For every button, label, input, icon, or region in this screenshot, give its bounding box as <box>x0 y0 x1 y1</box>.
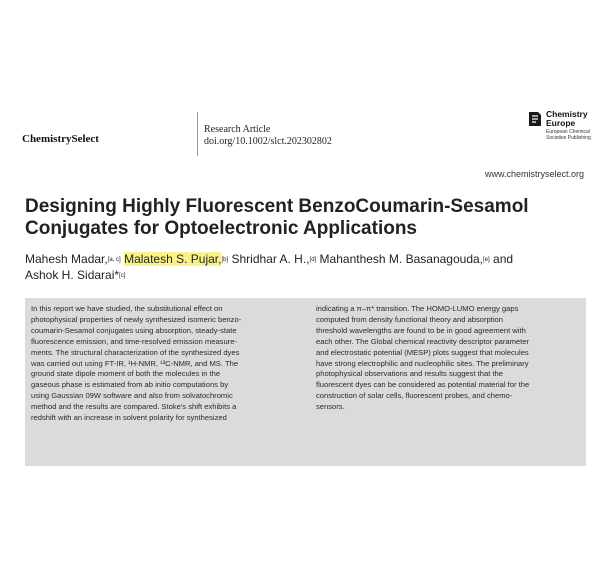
journal-name: ChemistrySelect <box>22 133 99 145</box>
abstract-right-column <box>316 304 580 413</box>
author-name-highlighted[interactable]: Malatesh S. Pujar, <box>124 252 222 266</box>
abstract-line: fluorescence emission, and time-resolved emission measure- <box>31 336 237 346</box>
author-list <box>25 251 585 283</box>
abstract-line: have strong electrophilic and nucleophilic sites. The preliminary <box>316 358 529 368</box>
abstract-line: construction of solar cells, fluorescent probes, and chemo- <box>316 391 513 401</box>
author-affiliation: [c] <box>119 273 126 279</box>
author-name[interactable]: Mahanthesh M. Basanagouda, <box>319 252 483 266</box>
abstract-line: sensors. <box>316 402 345 412</box>
article-type: Research Article <box>204 124 271 135</box>
logo-name-line2: Europe <box>546 118 576 128</box>
header-divider <box>197 112 198 156</box>
abstract-line: redshift with an increase in solvent polarity for synthesized <box>31 413 227 423</box>
title-line-2: Conjugates for Optoelectronic Applications <box>25 218 417 239</box>
author-affiliation: [b] <box>221 257 229 263</box>
abstract-line: was carried out using FT-IR, ¹H-NMR, ¹³C-NMR, and MS. The <box>31 358 239 368</box>
abstract-line: ments. The structural characterization of the synthesized dyes <box>31 347 240 357</box>
abstract-line: indicating a π–π* transition. The HOMO-LUMO energy gaps <box>316 304 519 313</box>
logo-name-line1: Chemistry <box>546 109 588 119</box>
abstract-line: method and the results are compared. Stoke's shift exhibits a <box>31 402 237 412</box>
author-affiliation: [e] <box>483 257 490 263</box>
article-title <box>25 196 585 240</box>
author-affiliation: [d] <box>309 257 317 263</box>
abstract-line: each other. The Global chemical reactivity descriptor parameter <box>316 336 530 346</box>
abstract-line: In this report we have studied, the substitutional effect on <box>31 304 223 313</box>
publisher-logo <box>528 110 591 141</box>
author-name[interactable]: Mahesh Madar, <box>25 252 108 266</box>
authors-conjunction: and <box>493 252 514 266</box>
logo-sub-line2: Societies Publishing <box>546 135 591 141</box>
title-line-1: Designing Highly Fluorescent BenzoCoumarin-Sesamol <box>25 196 529 217</box>
abstract-line: photophysical observations and results suggest that the <box>316 369 504 379</box>
author-affiliation: [a, c] <box>107 257 121 263</box>
abstract-box <box>25 298 586 466</box>
abstract-line: gaseous phase is estimated from ab initio computations by <box>31 380 229 390</box>
abstract-line: fluorescent dyes can be considered as potential material for the <box>316 380 530 390</box>
abstract-line: ground state dipole moment of both the molecules in the <box>31 369 221 379</box>
abstract-line: coumarin-Sesamol conjugates using absorption, steady-state <box>31 325 237 335</box>
author-name[interactable]: Ashok H. Sidarai* <box>25 268 120 282</box>
logo-sub-line1: European Chemical <box>546 129 590 135</box>
abstract-line: threshold wavelengths are found to be in good agreement with <box>316 325 526 335</box>
abstract-line: photophysical properties of newly synthesized isomeric benzo- <box>31 314 242 324</box>
abstract-left-column <box>31 304 302 424</box>
chemistry-europe-logo-icon <box>528 111 542 127</box>
doi-link[interactable]: doi.org/10.1002/slct.202302802 <box>204 136 332 147</box>
author-name[interactable]: Shridhar A. H., <box>231 252 310 266</box>
abstract-line: using Gaussian 09W software and also from solvatochromic <box>31 391 233 401</box>
abstract-line: and electrostatic potential (MESP) plots suggest that molecules <box>316 347 529 357</box>
abstract-line: computed from density functional theory and absorption <box>316 314 503 324</box>
journal-website-link[interactable]: www.chemistryselect.org <box>484 169 584 179</box>
